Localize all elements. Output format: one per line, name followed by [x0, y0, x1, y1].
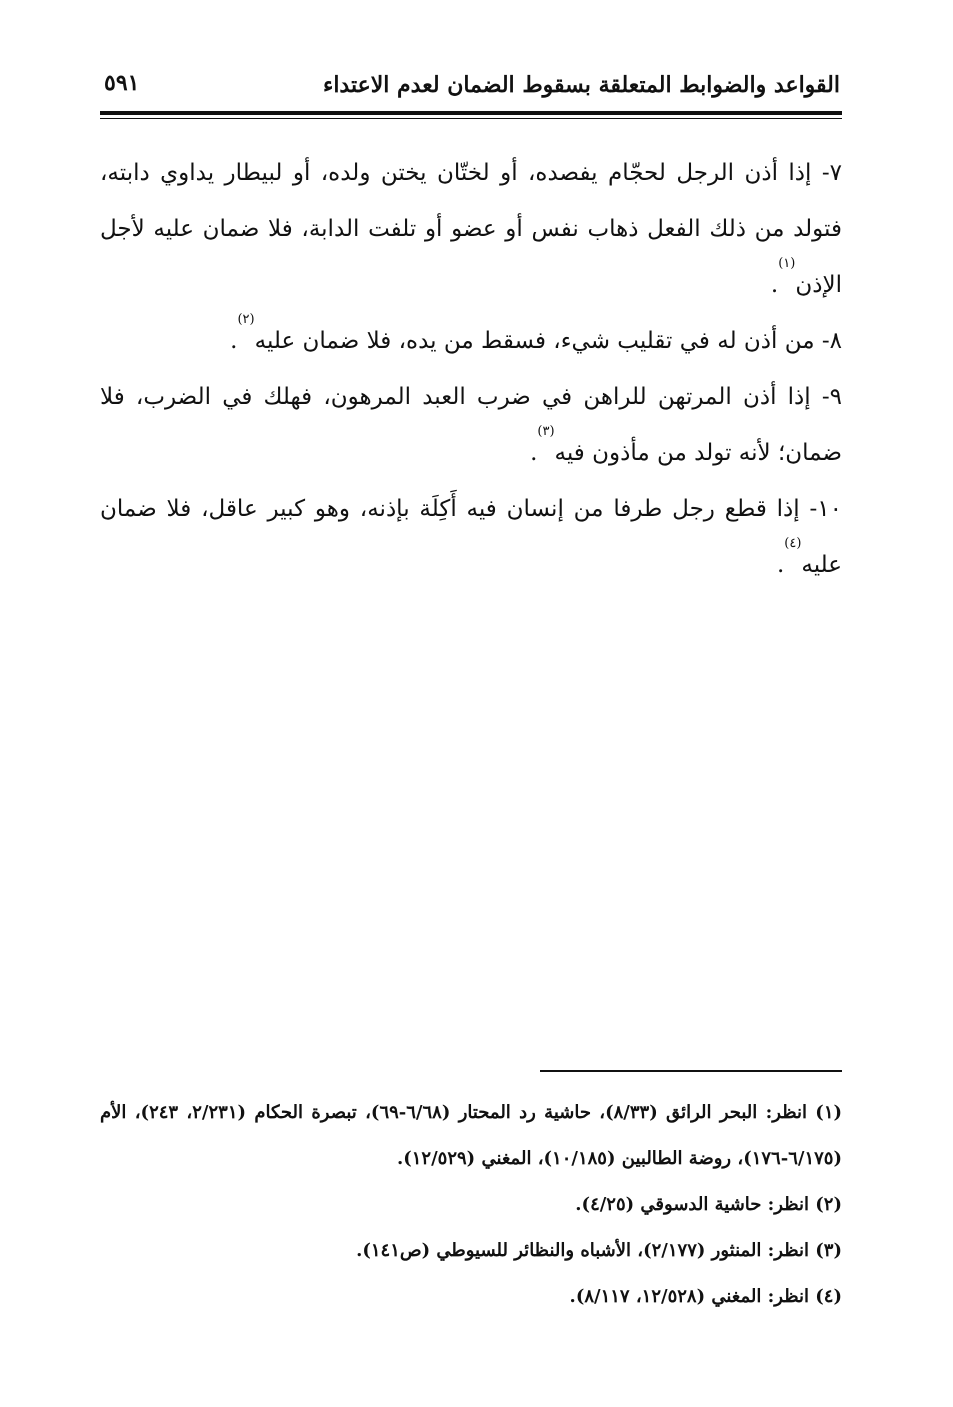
- paragraph-text: ٨- من أذن له في تقليب شيء، فسقط من يده، فلا ضمان عليه: [254, 328, 842, 354]
- footnote-ref: (٤): [784, 536, 802, 551]
- footnote-1: (١) انظر: البحر الرائق (٨/٣٣)، حاشية رد المحتار (٦/٦٨-٦٩)، تبصرة الحكام (٢/٢٣١، ٢٤٣)، الأم (٦/١٧٥-١٧٦)، روضة الطالبين (١٠/١٨٥)، المغني (١٢/٥٢٩).: [100, 1102, 843, 1169]
- footnote-ref: (٢): [237, 312, 255, 327]
- paragraph-text: ١٠- إذا قطع رجل طرفا من إنسان فيه أَكِلَة بإذنه، وهو كبير عاقل، فلا ضمان عليه: [100, 496, 842, 578]
- footnote-2: (٢) انظر: حاشية الدسوقي (٤/٢٥).: [575, 1194, 842, 1215]
- paragraph-text: ٧- إذا أذن الرجل لحجّام يفصده، أو لختّان يختن ولده، أو لبيطار يداوي دابته، فتولد من ذلك الفعل ذهاب نفس أو عضو أو تلفت الدابة، فلا ضمان عليه لأجل الإذن: [100, 160, 842, 298]
- header-rule-thick: [100, 111, 842, 115]
- paragraph-end: .: [776, 552, 785, 578]
- footnotes: [100, 1090, 842, 1320]
- paragraph-end: .: [770, 272, 779, 298]
- header-rule-thin: [100, 118, 842, 119]
- paragraph-end: .: [230, 328, 238, 354]
- running-header: [100, 62, 842, 112]
- footnote-separator: [540, 1070, 842, 1072]
- footnote-3: (٣) انظر: المنثور (٢/١٧٧)، الأشباه والنظائر للسيوطي (ص١٤١).: [356, 1240, 842, 1261]
- page-number: ٥٩١: [104, 70, 140, 96]
- paragraph-10: [100, 481, 842, 593]
- paragraph-8: [100, 313, 842, 369]
- header-title: القواعد والضوابط المتعلقة بسقوط الضمان لعدم الاعتداء: [322, 72, 840, 98]
- paragraph-9: [100, 369, 842, 481]
- footnote-ref: (٣): [537, 424, 555, 439]
- paragraph-7: [100, 145, 842, 313]
- footnote-4: (٤) انظر: المغني (١٢/٥٢٨، ٨/١١٧).: [569, 1286, 842, 1307]
- paragraph-end: .: [530, 440, 538, 466]
- footnote-ref: (١): [778, 256, 796, 271]
- paragraph-text: ٩- إذا أذن المرتهن للراهن في ضرب العبد المرهون، فهلك في الضرب، فلا ضمان؛ لأنه تولد من مأذون فيه: [100, 384, 842, 466]
- main-text: [100, 145, 842, 593]
